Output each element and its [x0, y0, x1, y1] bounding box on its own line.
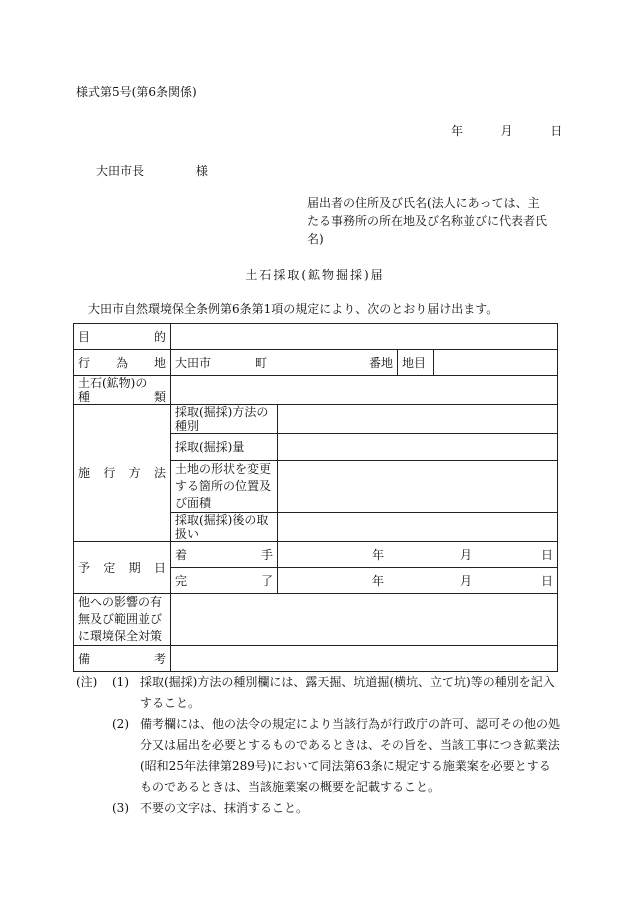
- note-item-3: [76, 798, 560, 819]
- end-month: 月: [460, 573, 473, 588]
- location-label: 行為地: [74, 350, 171, 376]
- row-method-1: [74, 405, 558, 434]
- note-text-2: 備考欄には、他の法令の規定により当該行為が行政庁の許可、認可その他の処分又は届出を必要とするものであるときは、その旨を、当該工事につき鉱業法(昭和25年法律第289号)において同法第63条に規定する施業案を必要とするものであるときは、当該施業案の概要を記載すること。: [140, 717, 561, 794]
- end-year: 年: [372, 573, 385, 588]
- purpose-field[interactable]: [171, 324, 558, 350]
- schedule-label: 予定期日: [74, 542, 171, 594]
- method-field-1[interactable]: [278, 405, 558, 434]
- end-day: 日: [540, 573, 553, 588]
- note-text-3: 不要の文字は、抹消すること。: [140, 801, 309, 815]
- date-month: 月: [500, 124, 513, 138]
- notes-section: [76, 672, 560, 819]
- method-row-label-3: 土地の形状を変更する箇所の位置及び面積: [171, 461, 278, 513]
- method-field-3[interactable]: [278, 461, 558, 513]
- addressee-name: 大田市長: [96, 164, 145, 178]
- location-field[interactable]: [171, 350, 398, 376]
- method-row-label-1: 採取(掘採)方法の種別: [171, 405, 278, 434]
- document-title: 土石採取(鉱物掘採)届: [245, 268, 385, 282]
- method-row-label-4: 採取(掘採)後の取扱い: [171, 513, 278, 542]
- row-purpose: [74, 324, 558, 350]
- purpose-label: 目的: [74, 324, 171, 350]
- note-number-2: (2): [112, 717, 129, 731]
- type-label-2: 種類: [78, 390, 166, 404]
- remarks-field[interactable]: [171, 646, 558, 672]
- intro-text: 大田市自然環境保全条例第6条第1項の規定により、次のとおり届け出ます。: [88, 302, 499, 316]
- submitter-label: 届出者の住所及び氏名(法人にあっては、主たる事務所の所在地及び名称並びに代表者氏名): [307, 196, 548, 246]
- row-location: [74, 350, 558, 376]
- note-number-3: (3): [112, 801, 129, 815]
- start-month: 月: [460, 547, 473, 562]
- land-category-field[interactable]: [434, 350, 558, 376]
- date-year: 年: [451, 124, 464, 138]
- start-label: 着手: [171, 542, 278, 568]
- note-item-2: [76, 714, 560, 798]
- start-day: 日: [540, 547, 553, 562]
- row-impact: [74, 594, 558, 646]
- method-label: 施行方法: [74, 405, 171, 542]
- row-remarks: [74, 646, 558, 672]
- location-lot: 番地: [368, 355, 393, 370]
- impact-label: 他への影響の有無及び範囲並びに環境保全対策: [74, 594, 171, 646]
- end-date-field[interactable]: [278, 568, 558, 594]
- start-date-field[interactable]: [278, 542, 558, 568]
- location-city: 大田市: [175, 355, 212, 370]
- method-field-4[interactable]: [278, 513, 558, 542]
- start-year: 年: [372, 547, 385, 562]
- type-label-1: 土石(鉱物)の: [78, 376, 148, 390]
- note-text-1: 採取(掘採)方法の種別欄には、露天掘、坑道掘(横坑、立て坑)等の種別を記入すること。: [140, 675, 555, 710]
- note-number-1: (1): [112, 675, 129, 689]
- impact-field[interactable]: [171, 594, 558, 646]
- type-label: [74, 376, 171, 405]
- form-number: 様式第5号(第6条関係): [76, 85, 197, 99]
- notes-label: (注): [76, 675, 98, 689]
- method-field-2[interactable]: [278, 434, 558, 461]
- row-type: [74, 376, 558, 405]
- date-line: [451, 122, 562, 139]
- addressee: [96, 162, 208, 179]
- note-item-1: [76, 672, 560, 714]
- location-town: 町: [255, 355, 268, 370]
- end-label: 完了: [171, 568, 278, 594]
- addressee-honorific: 様: [195, 164, 208, 178]
- form-table: [73, 323, 558, 672]
- type-field[interactable]: [171, 376, 558, 405]
- row-schedule-start: [74, 542, 558, 568]
- remarks-label: 備考: [74, 646, 171, 672]
- method-row-label-2: 採取(掘採)量: [171, 434, 278, 461]
- date-day: 日: [550, 124, 563, 138]
- land-category-label: 地目: [398, 350, 434, 376]
